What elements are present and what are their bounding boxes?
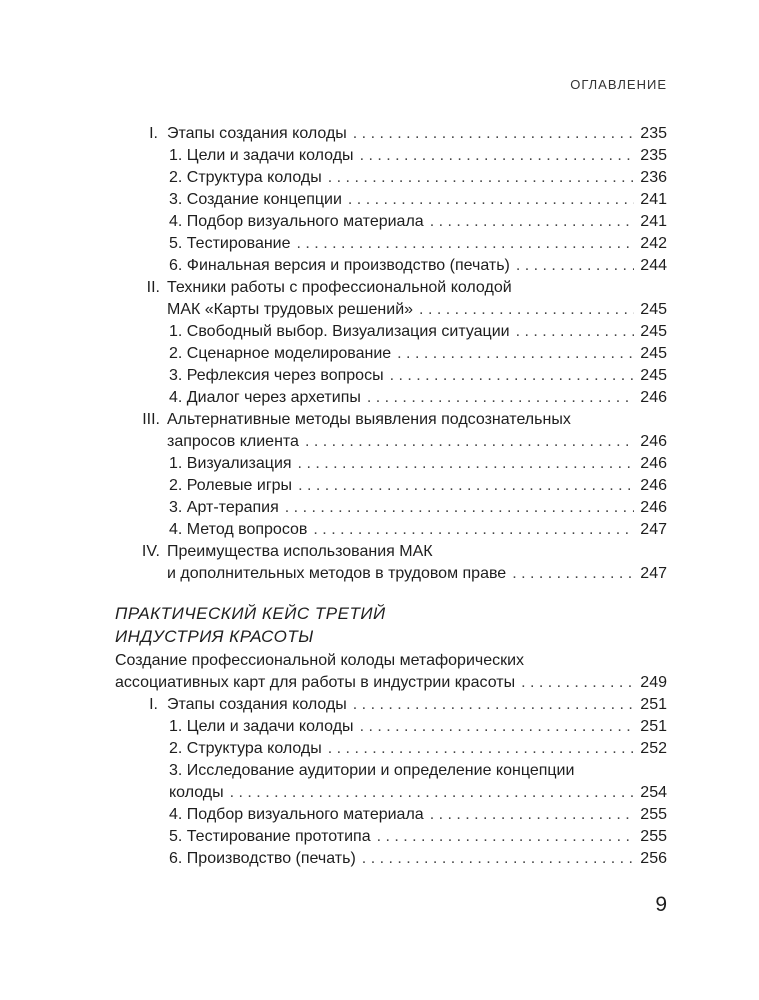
toc-entry[interactable] [167, 563, 667, 585]
toc-subentry[interactable] [169, 189, 667, 211]
toc-entry[interactable] [115, 672, 667, 694]
leader-dots [360, 145, 635, 167]
toc-entry-title: МАК «Карты трудовых решений» [167, 301, 414, 318]
running-header: ОГЛАВЛЕНИЕ [570, 77, 667, 92]
page-number: 9 [655, 893, 667, 916]
toc-entry-title: Этапы создания колоды [167, 125, 347, 142]
leader-dots [377, 826, 635, 848]
leader-dots [230, 782, 635, 804]
leader-dots [521, 672, 634, 694]
leader-dots [367, 387, 634, 409]
toc-subentry[interactable] [169, 453, 667, 475]
toc-entry[interactable] [167, 123, 667, 145]
leader-dots [297, 233, 635, 255]
roman-numeral: II. [146, 279, 160, 296]
toc-entry-page: 247 [640, 565, 667, 582]
toc-entry-page: 245 [640, 323, 667, 340]
case-subheading: ИНДУСТРИЯ КРАСОТЫ [115, 627, 314, 646]
toc-entry-page: 254 [640, 784, 667, 801]
leader-dots [353, 123, 635, 145]
toc-subentry[interactable] [169, 233, 667, 255]
toc-entry[interactable] [167, 299, 667, 321]
leader-dots [353, 694, 635, 716]
toc-entry-title: 4. Подбор визуального материала [169, 213, 424, 230]
toc-entry-title: 2. Сценарное моделирование [169, 345, 392, 362]
toc-entry-page: 251 [640, 718, 667, 735]
toc-subentry[interactable] [169, 145, 667, 167]
toc-entry-page: 246 [640, 433, 667, 450]
toc-entry-page: 251 [640, 696, 667, 713]
toc-entry-title: 2. Структура колоды [169, 740, 322, 757]
toc-subentry[interactable] [169, 167, 667, 189]
leader-dots [397, 343, 634, 365]
leader-dots [362, 848, 635, 870]
leader-dots [419, 299, 634, 321]
toc-entry-title: 3. Создание концепции [169, 191, 342, 208]
toc-entry-title: колоды [169, 784, 224, 801]
toc-entry-title: 6. Финальная версия и производство (печать) [169, 257, 510, 274]
leader-dots [516, 321, 635, 343]
toc-entry-page: 241 [640, 191, 667, 208]
toc-entry-title-line[interactable]: Техники работы с профессиональной колодой [167, 279, 512, 296]
toc-entry-title: 1. Цели и задачи колоды [169, 718, 354, 735]
toc-entry-page: 241 [640, 213, 667, 230]
toc-entry-page: 245 [640, 367, 667, 384]
toc-entry[interactable] [167, 431, 667, 453]
toc-entry-page: 252 [640, 740, 667, 757]
toc-entry-title-line[interactable]: Создание профессиональной колоды метафорических [115, 652, 525, 669]
leader-dots [305, 431, 634, 453]
toc-entry-title-line[interactable]: 3. Исследование аудитории и определение концепции [169, 762, 575, 779]
toc-subentry[interactable] [169, 321, 667, 343]
leader-dots [512, 563, 634, 585]
toc-entry-page: 246 [640, 455, 667, 472]
toc-entry-page: 246 [640, 477, 667, 494]
toc-entry-page: 246 [640, 389, 667, 406]
toc-entry-title: и дополнительных методов в трудовом праве [167, 565, 507, 582]
toc-subentry[interactable] [169, 475, 667, 497]
toc-entry-page: 249 [640, 674, 667, 691]
toc-entry-title: 2. Структура колоды [169, 169, 322, 186]
toc-entry-title: 4. Диалог через архетипы [169, 389, 361, 406]
toc-entry-title-line[interactable]: Преимущества использования МАК [167, 543, 433, 560]
toc-entry-title: 1. Цели и задачи колоды [169, 147, 354, 164]
toc-entry-page: 255 [640, 828, 667, 845]
leader-dots [348, 189, 634, 211]
leader-dots [430, 211, 635, 233]
toc-subentry[interactable] [169, 497, 667, 519]
toc-entry-title-line[interactable]: Альтернативные методы выявления подсознательных [167, 411, 571, 428]
leader-dots [285, 497, 635, 519]
toc-subentry[interactable] [169, 365, 667, 387]
toc-entry-title: 5. Тестирование [169, 235, 291, 252]
toc-subentry[interactable] [169, 804, 667, 826]
toc-entry-title: 6. Производство (печать) [169, 850, 356, 867]
toc-subentry[interactable] [169, 519, 667, 541]
case-heading: ПРАКТИЧЕСКИЙ КЕЙС ТРЕТИЙ [115, 604, 386, 623]
toc-subentry[interactable] [169, 343, 667, 365]
toc-subentry[interactable] [169, 738, 667, 760]
leader-dots [298, 453, 635, 475]
toc-entry-page: 256 [640, 850, 667, 867]
toc-entry-page: 246 [640, 499, 667, 516]
toc-entry-page: 255 [640, 806, 667, 823]
leader-dots [360, 716, 635, 738]
toc-entry-title: 5. Тестирование прототипа [169, 828, 371, 845]
toc-entry-title: 1. Свободный выбор. Визуализация ситуации [169, 323, 510, 340]
toc-entry[interactable] [167, 694, 667, 716]
toc-entry-page: 245 [640, 345, 667, 362]
toc-entry-title: 1. Визуализация [169, 455, 292, 472]
toc-entry-title: запросов клиента [167, 433, 299, 450]
roman-numeral: IV. [141, 543, 160, 560]
leader-dots [328, 167, 635, 189]
roman-numeral: I. [149, 125, 158, 142]
toc-subentry[interactable] [169, 716, 667, 738]
toc-subentry[interactable] [169, 782, 667, 804]
toc-entry-title: 3. Рефлексия через вопросы [169, 367, 384, 384]
leader-dots [516, 255, 634, 277]
toc-entry-title: 3. Арт-терапия [169, 499, 279, 516]
roman-numeral: I. [149, 696, 158, 713]
toc-subentry[interactable] [169, 848, 667, 870]
toc-entry-title: 2. Ролевые игры [169, 477, 293, 494]
toc-entry-page: 244 [640, 257, 667, 274]
leader-dots [313, 519, 634, 541]
toc-entry-page: 235 [640, 125, 667, 142]
leader-dots [298, 475, 634, 497]
toc-subentry[interactable] [169, 255, 667, 277]
toc-entry-title: 4. Метод вопросов [169, 521, 308, 538]
toc-subentry[interactable] [169, 211, 667, 233]
toc-entry-page: 236 [640, 169, 667, 186]
toc-entry-title: Этапы создания колоды [167, 696, 347, 713]
toc-entry-title: ассоциативных карт для работы в индустрии красоты [115, 674, 516, 691]
leader-dots [328, 738, 635, 760]
leader-dots [430, 804, 635, 826]
toc-entry-page: 235 [640, 147, 667, 164]
toc-entry-page: 242 [640, 235, 667, 252]
toc-entry-page: 247 [640, 521, 667, 538]
toc-entry-title: 4. Подбор визуального материала [169, 806, 424, 823]
roman-numeral: III. [142, 411, 160, 428]
toc-subentry[interactable] [169, 826, 667, 848]
leader-dots [390, 365, 635, 387]
toc-entry-page: 245 [640, 301, 667, 318]
toc-subentry[interactable] [169, 387, 667, 409]
